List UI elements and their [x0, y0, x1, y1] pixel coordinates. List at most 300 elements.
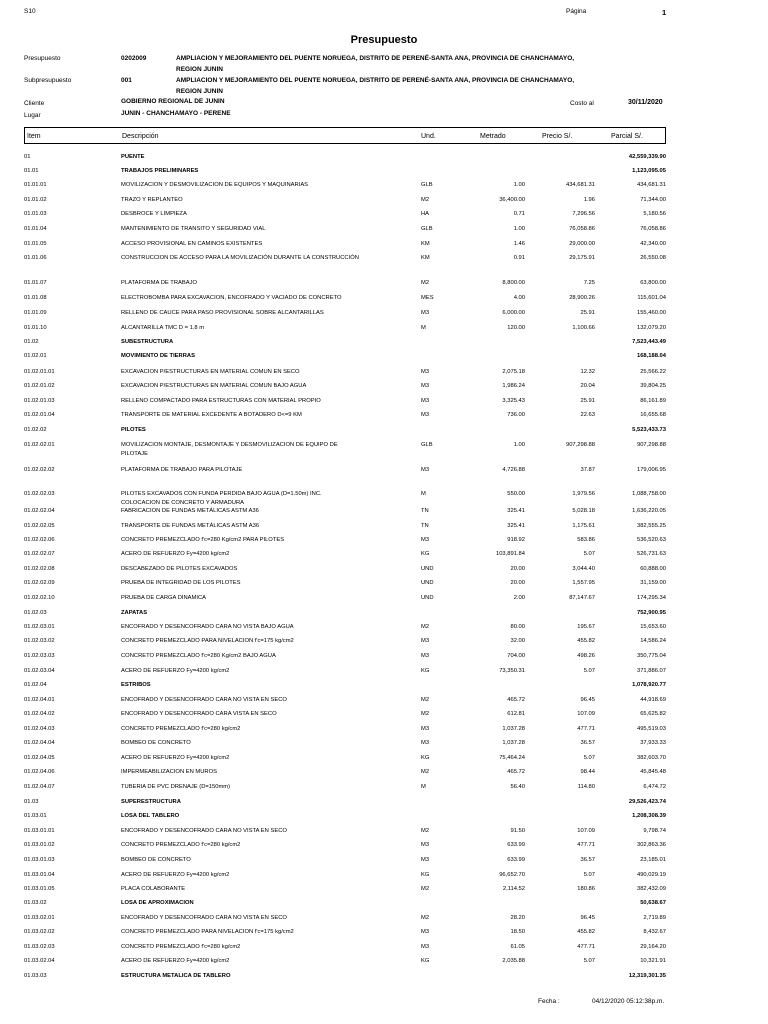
cell-parcial: 9,798.74	[643, 828, 666, 834]
presupuesto-label: Presupuesto	[24, 55, 61, 62]
cell-parcial: 29,164.20	[640, 944, 666, 950]
cell-desc: ACCESO PROVISIONAL EN CAMINOS EXISTENTES	[121, 241, 263, 247]
cell-precio: 12.32	[580, 369, 595, 375]
cell-parcial: 65,625.82	[640, 711, 666, 717]
cell-und: TN	[421, 523, 429, 529]
cell-precio: 96.45	[580, 915, 595, 921]
cell-metrado: 0.91	[513, 255, 525, 261]
cell-item: 01	[24, 154, 31, 160]
cell-metrado: 73,350.31	[499, 668, 525, 674]
cell-precio: 477.71	[577, 726, 595, 732]
cell-metrado: 120.00	[507, 325, 525, 331]
cell-desc: RELLENO DE CAUCE PARA PASO PROVISIONAL SOBRE ALCANTARILLAS	[121, 310, 324, 316]
cell-parcial: 495,519.03	[636, 726, 666, 732]
cell-parcial: 25,566.22	[640, 369, 666, 375]
cell-und: M2	[421, 624, 430, 630]
cell-desc: TRAZO Y REPLANTEO	[121, 197, 183, 203]
cell-item: 01.01.02	[24, 197, 47, 203]
cell-desc: ACERO DE REFUERZO Fy=4200 kg/cm2	[121, 872, 230, 878]
cell-metrado: 61.05	[510, 944, 525, 950]
cell-parcial: 382,555.25	[636, 523, 666, 529]
cell-desc: DESBROCE Y LIMPIEZA	[121, 211, 187, 217]
cell-metrado: 325.41	[507, 508, 525, 514]
cell-item: 01.01.01	[24, 182, 47, 188]
subpresupuesto-label: Subpresupuesto	[24, 77, 72, 84]
cell-parcial: 26,550.08	[640, 255, 666, 261]
cell-metrado: 633.99	[507, 842, 525, 848]
cell-metrado: 1.00	[513, 226, 525, 232]
cell-metrado: 612.81	[507, 711, 525, 717]
cell-desc: ENCOFRADO Y DESENCOFRADO CARA NO VISTA EN SECO	[121, 697, 287, 703]
cell-metrado: 4.00	[513, 295, 525, 301]
cell-item: 01.03.01.02	[24, 842, 55, 848]
cell-parcial: 1,078,920.77	[632, 682, 666, 688]
cell-parcial: 1,123,095.05	[632, 168, 666, 174]
cell-metrado: 2.00	[513, 595, 525, 601]
subpresupuesto-description: AMPLIACION Y MEJORAMIENTO DEL PUENTE NORUEGA, DISTRITO DE PERENÉ-SANTA ANA, PROVINCIA DE CHANCHAMAYO, REGION JUNIN	[176, 77, 575, 95]
cell-item: 01.02.04.02	[24, 711, 55, 717]
cell-und: M2	[421, 711, 430, 717]
cell-precio: 434,681.31	[565, 182, 595, 188]
cell-parcial: 1,636,220.05	[632, 508, 666, 514]
cell-und: M	[421, 491, 426, 497]
cell-parcial: 76,058.86	[640, 226, 666, 232]
cell-precio: 5.07	[583, 872, 595, 878]
cell-metrado: 1.46	[513, 241, 525, 247]
cell-item: 01.03.01	[24, 813, 47, 819]
cell-item: 01.02.01.04	[24, 412, 55, 418]
cell-desc: CONCRETO PREMEZCLADO f'c=280 Kg/cm2 PARA PILOTES	[121, 537, 285, 543]
costo-date: 30/11/2020	[628, 99, 663, 106]
cell-precio: 7.25	[583, 280, 595, 286]
cell-desc: TRANSPORTE DE MATERIAL EXCEDENTE A BOTADERO D<=9 KM	[121, 412, 302, 418]
cell-precio: 583.86	[577, 537, 595, 543]
cell-item: 01.02.04.07	[24, 784, 55, 790]
cell-desc: PUENTE	[121, 154, 145, 160]
column-header	[24, 127, 666, 144]
cell-parcial: 1,208,308.39	[632, 813, 666, 819]
cell-item: 01.02.02.08	[24, 566, 55, 572]
cell-parcial: 60,888.00	[640, 566, 666, 572]
cell-parcial: 434,681.31	[636, 182, 666, 188]
cell-precio: 1,979.56	[572, 491, 595, 497]
cell-item: 01.02.04.04	[24, 740, 55, 746]
cell-desc: CONCRETO PREMEZCLADO f'c=280 kg/cm2	[121, 842, 241, 848]
cell-item: 01.03.02.04	[24, 958, 55, 964]
cell-metrado: 1,037.28	[502, 726, 525, 732]
cell-desc: ALCANTARILLA TMC D = 1.8 m	[121, 325, 205, 331]
cell-und: MES	[421, 295, 434, 301]
cell-item: 01.02.02	[24, 427, 47, 433]
cell-metrado: 1,986.24	[502, 383, 525, 389]
cell-item: 01.02.03.04	[24, 668, 55, 674]
cell-und: M2	[421, 697, 430, 703]
cell-und: KG	[421, 551, 430, 557]
cell-precio: 87,147.67	[569, 595, 595, 601]
cell-metrado: 736.00	[507, 412, 525, 418]
cell-metrado: 8,800.00	[502, 280, 525, 286]
cell-precio: 5.07	[583, 668, 595, 674]
cell-und: M2	[421, 280, 430, 286]
cell-item: 01.02.02.09	[24, 580, 55, 586]
cell-und: M3	[421, 857, 430, 863]
cell-desc: ACERO DE REFUERZO Fy=4200 kg/cm2	[121, 551, 230, 557]
cell-und: M2	[421, 828, 430, 834]
cell-precio: 107.09	[577, 828, 595, 834]
cell-metrado: 2,035.88	[502, 958, 525, 964]
cell-metrado: 32.00	[510, 638, 525, 644]
cell-precio: 36.57	[580, 740, 595, 746]
cell-precio: 455.82	[577, 638, 595, 644]
cell-item: 01.01.08	[24, 295, 47, 301]
cell-metrado: 2,075.18	[502, 369, 525, 375]
cell-metrado: 96,652.70	[499, 872, 525, 878]
cell-precio: 477.71	[577, 944, 595, 950]
cell-desc: ELECTROBOMBA PARA EXCAVACION, ENCOFRADO Y VACIADO DE CONCRETO	[121, 295, 342, 301]
cell-parcial: 86,161.89	[640, 398, 666, 404]
cell-desc: MANTENIMIENTO DE TRANSITO Y SEGURIDAD VIAL	[121, 226, 266, 232]
cell-precio: 29,000.00	[569, 241, 595, 247]
cell-item: 01.02	[24, 339, 39, 345]
cell-desc: RELLENO COMPACTADO PARA ESTRUCTURAS CON MATERIAL PROPIO	[121, 398, 321, 404]
footer-fecha-value: 04/12/2020 05:12:38p.m.	[592, 998, 665, 1005]
cell-precio: 5.07	[583, 551, 595, 557]
cell-item: 01.02.04.05	[24, 755, 55, 761]
presupuesto-description: AMPLIACION Y MEJORAMIENTO DEL PUENTE NORUEGA, DISTRITO DE PERENÉ-SANTA ANA, PROVINCIA DE CHANCHAMAYO, REGION JUNIN	[176, 55, 575, 73]
cell-und: M	[421, 325, 426, 331]
cell-precio: 1,557.95	[572, 580, 595, 586]
column-precio: Precio S/.	[542, 133, 573, 140]
cell-und: UND	[421, 566, 434, 572]
cell-und: M2	[421, 886, 430, 892]
lugar-label: Lugar	[24, 112, 41, 119]
cell-precio: 195.67	[577, 624, 595, 630]
cell-precio: 29,175.91	[569, 255, 595, 261]
cell-parcial: 5,523,433.73	[632, 427, 666, 433]
cell-und: M3	[421, 653, 430, 659]
cell-parcial: 44,918.69	[640, 697, 666, 703]
cell-item: 01.03.01.03	[24, 857, 55, 863]
cell-item: 01.02.04.03	[24, 726, 55, 732]
cell-item: 01.03	[24, 799, 39, 805]
cell-parcial: 7,523,443.49	[632, 339, 666, 345]
cell-desc: CONCRETO PREMEZCLADO f'c=280 kg/cm2	[121, 944, 241, 950]
column-item: Item	[27, 133, 41, 140]
cell-desc: PLATAFORMA DE TRABAJO	[121, 280, 198, 286]
cell-parcial: 8,432.67	[643, 929, 666, 935]
cell-precio: 5,028.18	[572, 508, 595, 514]
cell-item: 01.02.04.01	[24, 697, 55, 703]
cell-precio: 477.71	[577, 842, 595, 848]
cell-parcial: 2,719.89	[643, 915, 666, 921]
cell-parcial: 42,340.00	[640, 241, 666, 247]
cell-precio: 1,100.66	[572, 325, 595, 331]
cell-metrado: 6,000.00	[502, 310, 525, 316]
cell-und: KG	[421, 668, 430, 674]
cell-metrado: 465.72	[507, 697, 525, 703]
cell-item: 01.02.04.06	[24, 769, 55, 775]
cell-item: 01.03.01.04	[24, 872, 55, 878]
cell-desc: IMPERMEABILIZACION EN MUROS	[121, 769, 217, 775]
page-label: Página	[566, 8, 587, 15]
cell-parcial: 174,295.34	[636, 595, 666, 601]
cell-und: GLB	[421, 442, 433, 448]
cell-item: 01.02.01	[24, 353, 47, 359]
cell-parcial: 45,845.48	[640, 769, 666, 775]
lugar-value: JUNIN - CHANCHAMAYO - PERENE	[121, 110, 231, 117]
cell-metrado: 20.00	[510, 580, 525, 586]
cell-item: 01.01.07	[24, 280, 47, 286]
cell-parcial: 1,088,758.00	[632, 491, 666, 497]
cell-metrado: 18.50	[510, 929, 525, 935]
cell-desc: ESTRUCTURA METALICA DE TABLERO	[121, 973, 231, 979]
cell-und: M3	[421, 537, 430, 543]
cell-precio: 455.82	[577, 929, 595, 935]
cell-metrado: 20.00	[510, 566, 525, 572]
cell-precio: 107.09	[577, 711, 595, 717]
cell-metrado: 80.00	[510, 624, 525, 630]
cell-und: KG	[421, 958, 430, 964]
cell-item: 01.01.06	[24, 255, 47, 261]
cell-precio: 22.63	[580, 412, 595, 418]
column-descripcion: Descripción	[122, 133, 159, 140]
cell-precio: 180.86	[577, 886, 595, 892]
cell-und: UND	[421, 580, 434, 586]
cell-desc: LOSA DEL TABLERO	[121, 813, 180, 819]
cell-metrado: 3,325.43	[502, 398, 525, 404]
cell-desc: MOVILIZACION Y DESMOVILIZACION DE EQUIPOS Y MAQUINARIAS	[121, 182, 309, 188]
cell-precio: 96.45	[580, 697, 595, 703]
cell-desc: BOMBEO DE CONCRETO	[121, 857, 191, 863]
cell-desc: CONCRETO PREMEZCLADO PARA NIVELACION f'c=175 kg/cm2	[121, 638, 294, 644]
cell-item: 01.02.01.03	[24, 398, 55, 404]
cell-metrado: 550.00	[507, 491, 525, 497]
cell-desc: CONSTRUCCION DE ACCESO PARA LA MOVILIZACIÓN DURANTE LA CONSTRUCCIÓN	[121, 255, 359, 261]
cell-metrado: 36,400.00	[499, 197, 525, 203]
cell-item: 01.02.03.01	[24, 624, 55, 630]
cell-desc: CONCRETO PREMEZCLADO f'c=280 Kg/cm2 BAJO AGUA	[121, 653, 276, 659]
cell-precio: 37.87	[580, 467, 595, 473]
cell-parcial: 168,188.04	[636, 353, 666, 359]
cell-parcial: 12,319,301.35	[628, 973, 666, 979]
cell-item: 01.01.10	[24, 325, 47, 331]
cell-item: 01.02.02.06	[24, 537, 55, 543]
cell-parcial: 115,601.04	[637, 295, 666, 301]
document-title: Presupuesto	[350, 34, 418, 46]
cell-parcial: 490,029.19	[636, 872, 666, 878]
cell-desc: MOVILIZACION MONTAJE, DESMONTAJE Y DESMOVILIZACION DE EQUIPO DE PILOTAJE	[121, 442, 338, 457]
cell-parcial: 382,432.09	[636, 886, 666, 892]
cell-desc: ENCOFRADO Y DESENCOFRADO CARA NO VISTA BAJO AGUA	[121, 624, 294, 630]
cell-metrado: 75,464.24	[499, 755, 525, 761]
cell-item: 01.02.04	[24, 682, 47, 688]
cell-precio: 114.80	[577, 784, 595, 790]
cell-item: 01.02.02.02	[24, 467, 55, 473]
cell-desc: CONCRETO PREMEZCLADO PARA NIVELACION f'c=175 kg/cm2	[121, 929, 294, 935]
cell-desc: PRUEBA DE INTEGRIDAD DE LOS PILOTES	[121, 580, 241, 586]
cell-und: M3	[421, 638, 430, 644]
cell-item: 01.01.05	[24, 241, 47, 247]
cell-desc: SUPERESTRUCTURA	[121, 799, 181, 805]
cell-desc: TUBERIA DE PVC DRENAJE (D=150mm)	[121, 784, 231, 790]
cell-item: 01.03.03	[24, 973, 47, 979]
cell-desc: PLATAFORMA DE TRABAJO PARA PILOTAJE	[121, 467, 243, 473]
cell-desc: PILOTES	[121, 427, 146, 433]
cell-metrado: 0.71	[513, 211, 525, 217]
cell-und: TN	[421, 508, 429, 514]
cell-desc: CONCRETO PREMEZCLADO f'c=280 kg/cm2	[121, 726, 241, 732]
cell-parcial: 63,800.00	[640, 280, 666, 286]
cell-parcial: 39,804.25	[640, 383, 666, 389]
cell-item: 01.01	[24, 168, 39, 174]
cell-item: 01.03.02	[24, 900, 47, 906]
cell-parcial: 382,603.70	[636, 755, 666, 761]
cell-item: 01.02.02.07	[24, 551, 55, 557]
cell-desc: ACERO DE REFUERZO Fy=4200 kg/cm2	[121, 755, 230, 761]
cell-item: 01.03.01.05	[24, 886, 55, 892]
cell-item: 01.01.04	[24, 226, 47, 232]
cell-precio: 7,296.56	[572, 211, 595, 217]
cell-parcial: 536,520.63	[636, 537, 666, 543]
cell-parcial: 23,185.01	[640, 857, 666, 863]
cell-und: M	[421, 784, 426, 790]
cell-parcial: 179,006.95	[636, 467, 666, 473]
cell-parcial: 16,655.68	[640, 412, 666, 418]
cell-und: M2	[421, 769, 430, 775]
cell-desc: BOMBEO DE CONCRETO	[121, 740, 191, 746]
cell-metrado: 633.99	[507, 857, 525, 863]
sheet-number: S10	[24, 8, 36, 15]
cell-parcial: 42,559,339.90	[628, 154, 666, 160]
cell-desc: ESTRIBOS	[121, 682, 151, 688]
cell-und: GLB	[421, 182, 433, 188]
cell-und: KM	[421, 241, 430, 247]
cell-und: M3	[421, 944, 430, 950]
cell-item: 01.03.01.01	[24, 828, 55, 834]
cell-parcial: 29,526,423.74	[628, 799, 666, 805]
cell-parcial: 155,460.00	[636, 310, 666, 316]
subpresupuesto-code: 001	[121, 77, 132, 84]
cell-desc: TRANSPORTE DE FUNDAS METÁLICAS ASTM A36	[121, 523, 260, 529]
cell-precio: 25.91	[580, 398, 595, 404]
cell-item: 01.03.02.02	[24, 929, 55, 935]
cell-metrado: 325.41	[507, 523, 525, 529]
cell-desc: ENCOFRADO Y DESENCOFRADO CARA NO VISTA EN SECO	[121, 915, 287, 921]
cell-und: M3	[421, 929, 430, 935]
cell-desc: DESCABEZADO DE PILOTES EXCAVADOS	[121, 566, 238, 572]
cell-item: 01.02.03.02	[24, 638, 55, 644]
cell-und: M3	[421, 383, 430, 389]
cell-desc: PILOTES EXCAVADOS CON FUNDA PERDIDA BAJO AGUA (D=1.50m) INC. COLOCACION DE CONCRETO Y ARMADURA	[121, 491, 322, 506]
cell-und: M3	[421, 369, 430, 375]
cell-precio: 1,175.61	[572, 523, 595, 529]
column-parcial: Parcial S/.	[611, 133, 643, 140]
cell-parcial: 31,159.00	[640, 580, 666, 586]
cell-item: 01.03.02.01	[24, 915, 55, 921]
cell-desc: TRABAJOS PRELIMINARES	[121, 168, 199, 174]
cell-parcial: 71,344.00	[640, 197, 666, 203]
cell-metrado: 56.40	[510, 784, 525, 790]
cell-precio: 98.44	[580, 769, 595, 775]
cell-precio: 5.07	[583, 755, 595, 761]
cell-parcial: 50,638.67	[640, 900, 666, 906]
cell-item: 01.01.03	[24, 211, 47, 217]
cell-precio: 1.96	[583, 197, 595, 203]
cell-und: KG	[421, 755, 430, 761]
cell-parcial: 371,886.07	[636, 668, 666, 674]
cell-parcial: 752,900.95	[636, 610, 666, 616]
cell-und: GLB	[421, 226, 433, 232]
cell-und: M3	[421, 467, 430, 473]
cell-metrado: 704.00	[507, 653, 525, 659]
cell-metrado: 465.72	[507, 769, 525, 775]
cell-precio: 3,044.40	[572, 566, 595, 572]
cell-parcial: 907,298.88	[636, 442, 666, 448]
page-number: 1	[662, 8, 667, 17]
cell-metrado: 1.00	[513, 442, 525, 448]
cell-desc: EXCAVACION P/ESTRUCTURAS EN MATERIAL COMUN EN SECO	[121, 369, 300, 375]
cell-desc: ENCOFRADO Y DESENCOFRADO CARA NO VISTA EN SECO	[121, 828, 287, 834]
cell-parcial: 10,321.91	[640, 958, 666, 964]
cell-metrado: 918.92	[507, 537, 525, 543]
column-metrado: Metrado	[480, 133, 506, 140]
cell-item: 01.02.03	[24, 610, 47, 616]
cell-item: 01.02.01.02	[24, 383, 55, 389]
presupuesto-code: 0202009	[121, 55, 147, 62]
cell-metrado: 103,891.84	[495, 551, 525, 557]
cell-und: HA	[421, 211, 430, 217]
cell-und: M3	[421, 310, 430, 316]
cell-desc: PLACA COLABORANTE	[121, 886, 186, 892]
cell-und: M3	[421, 398, 430, 404]
cell-desc: PRUEBA DE CARGA DINAMICA	[121, 595, 207, 601]
cell-item: 01.02.01.01	[24, 369, 55, 375]
cell-desc: MOVIMIENTO DE TIERRAS	[121, 353, 195, 359]
cell-precio: 5.07	[583, 958, 595, 964]
cell-item: 01.02.03.03	[24, 653, 55, 659]
cell-desc: ENCOFRADO Y DESENCOFRADO CARA VISTA EN SECO	[121, 711, 277, 717]
cell-parcial: 302,863.36	[636, 842, 666, 848]
cell-metrado: 2,114.52	[502, 886, 525, 892]
cell-precio: 498.26	[577, 653, 595, 659]
cell-metrado: 4,726.88	[502, 467, 525, 473]
cell-parcial: 6,474.72	[643, 784, 666, 790]
cell-metrado: 91.50	[510, 828, 525, 834]
cell-desc: ACERO DE REFUERZO Fy=4200 kg/cm2	[121, 958, 230, 964]
cell-metrado: 1,037.28	[502, 740, 525, 746]
cell-precio: 76,058.86	[569, 226, 595, 232]
cell-precio: 907,298.88	[565, 442, 595, 448]
cell-parcial: 5,180.56	[643, 211, 666, 217]
cell-desc: FABRICACION DE FUNDAS METÁLICAS ASTM A36	[121, 508, 259, 514]
cell-desc: EXCAVACION P/ESTRUCTURAS EN MATERIAL COMUN BAJO AGUA	[121, 383, 307, 389]
cell-item: 01.02.02.01	[24, 442, 55, 448]
cell-und: UND	[421, 595, 434, 601]
cell-parcial: 132,079.20	[636, 325, 666, 331]
cell-parcial: 37,933.33	[640, 740, 666, 746]
cell-desc: ZAPATAS	[121, 610, 148, 616]
cell-und: M3	[421, 740, 430, 746]
cell-item: 01.02.02.03	[24, 491, 55, 497]
cell-parcial: 526,731.63	[636, 551, 666, 557]
cell-desc: ACERO DE REFUERZO Fy=4200 kg/cm2	[121, 668, 230, 674]
cell-item: 01.02.02.05	[24, 523, 55, 529]
cell-parcial: 350,775.04	[636, 653, 666, 659]
cell-precio: 20.04	[580, 383, 595, 389]
costo-label: Costo al	[570, 100, 594, 107]
cell-und: M3	[421, 412, 430, 418]
cliente-value: GOBIERNO REGIONAL DE JUNIN	[121, 98, 225, 105]
